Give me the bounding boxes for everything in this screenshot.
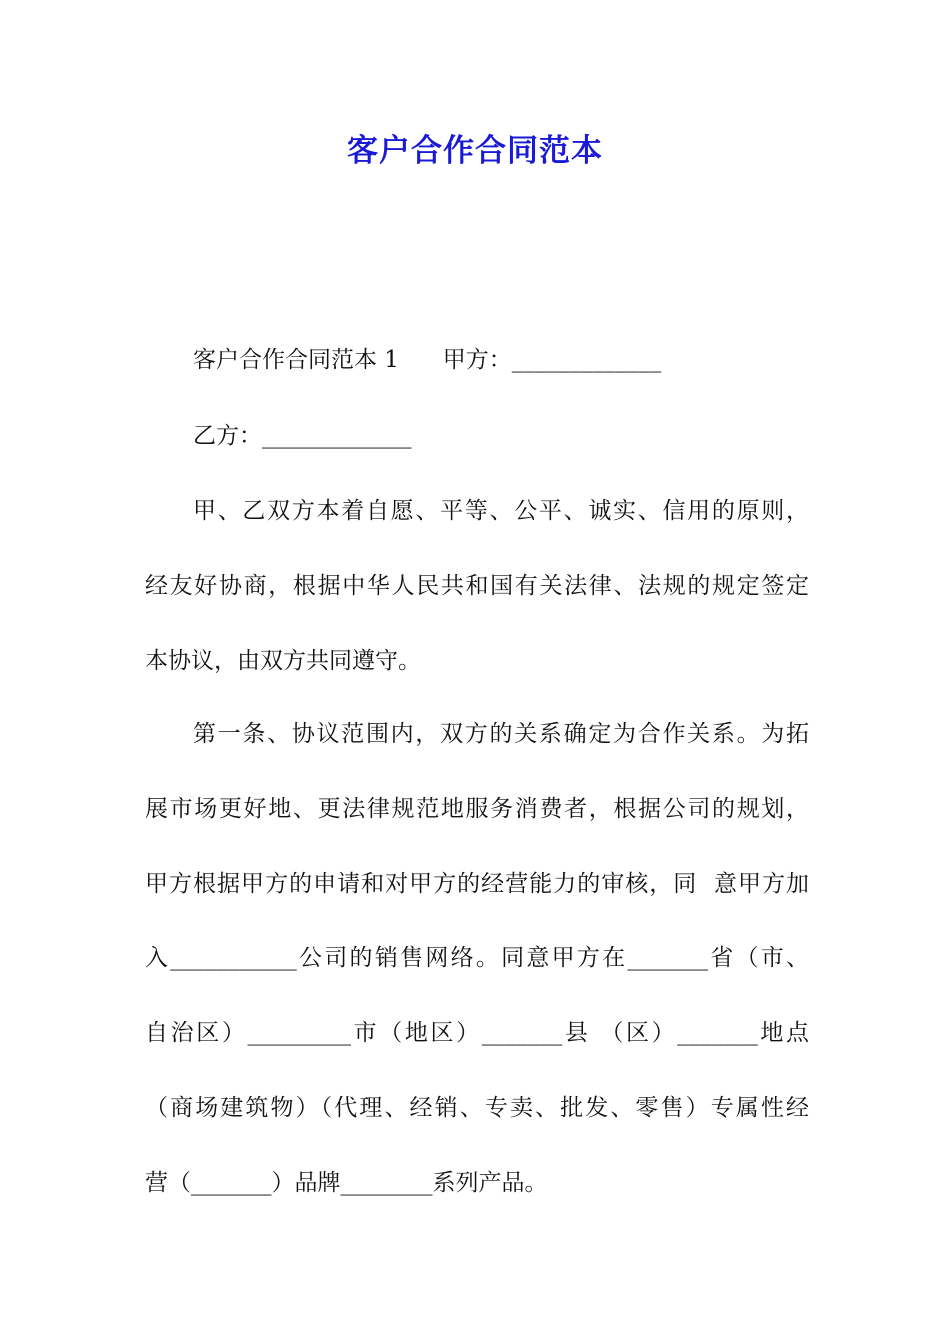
paragraph-line: 营（_______）品牌________系列产品。	[145, 1170, 548, 1196]
paragraph-line: 甲方根据甲方的申请和对甲方的经营能力的审核，同 意甲方加	[145, 871, 809, 897]
paragraph-line: 本协议，由双方共同遵守。	[145, 648, 421, 674]
paragraph-line: （商场建筑物）（代理、经销、专卖、批发、零售）专属性经	[145, 1095, 809, 1121]
paragraph-line: 自治区）_________市（地区）_______县 （区）_______地点	[145, 1020, 809, 1046]
paragraph-line: 经友好协商，根据中华人民共和国有关法律、法规的规定签定	[145, 573, 809, 599]
paragraph-line: 展市场更好地、更法律规范地服务消费者，根据公司的规划，	[145, 796, 809, 822]
paragraph-line: 第一条、协议范围内，双方的关系确定为合作关系。为拓	[193, 721, 809, 747]
paragraph-line: 甲、乙双方本着自愿、平等、公平、诚实、信用的原则，	[193, 498, 809, 524]
party-a-line: 客户合作合同范本 1 甲方：_____________	[193, 347, 662, 373]
paragraph-line: 入___________公司的销售网络。同意甲方在_______省（市、	[145, 945, 809, 971]
party-b-line: 乙方：_____________	[193, 423, 412, 449]
document-title: 客户合作合同范本	[347, 133, 603, 169]
